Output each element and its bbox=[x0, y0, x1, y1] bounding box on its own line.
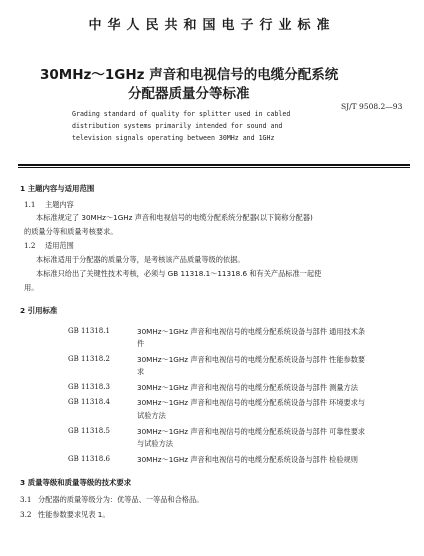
ref-title: 30MHz～1GHz 声音和电视信号的电缆分配系统设备与部件 测量方法 bbox=[137, 383, 358, 392]
ref-title-cont: 件 bbox=[137, 339, 145, 348]
section-2-heading: 2 引用标准 bbox=[20, 306, 58, 315]
ref-code: GB 11318.2 bbox=[68, 355, 110, 363]
clause-1-1-text: 本标准规定了 30MHz～1GHz 声音和电视信号的电缆分配系统分配器(以下简称分配器) bbox=[36, 213, 313, 222]
ref-title: 30MHz～1GHz 声音和电视信号的电缆分配系统设备与部件 检验规则 bbox=[137, 455, 358, 464]
ref-title: 30MHz～1GHz 声音和电视信号的电缆分配系统设备与部件 性能参数要 bbox=[137, 355, 366, 364]
section-3-heading: 3 质量等级和质量等级的技术要求 bbox=[20, 478, 132, 487]
header-divider-thin bbox=[18, 167, 410, 168]
clause-3-2-number: 3.2 bbox=[20, 510, 32, 519]
clause-3-1-number: 3.1 bbox=[20, 495, 32, 504]
ref-title: 30MHz～1GHz 声音和电视信号的电缆分配系统设备与部件 可靠性要求 bbox=[137, 427, 366, 436]
ref-title: 30MHz～1GHz 声音和电视信号的电缆分配系统设备与部件 环境要求与 bbox=[137, 398, 366, 407]
ref-title: 30MHz～1GHz 声音和电视信号的电缆分配系统设备与部件 通用技术条 bbox=[137, 327, 366, 336]
ref-title-cont: 与试验方法 bbox=[137, 439, 173, 448]
english-title-line3: television signals operating between 30MHz and 1GHz bbox=[72, 134, 275, 142]
header-divider bbox=[18, 164, 410, 166]
clause-1-2-number: 1.2 bbox=[24, 241, 36, 250]
ref-title-cont: 试验方法 bbox=[137, 411, 166, 420]
clause-1-2-title: 适用范围 bbox=[45, 241, 74, 250]
english-title-line2: distribution systems primarily intended for sound and bbox=[72, 122, 283, 130]
clause-1-1-title: 主题内容 bbox=[45, 200, 74, 209]
standard-number: SJ/T 9508.2—93 bbox=[341, 102, 403, 111]
clause-1-2-text: 本标准适用于分配器的质量分等，是考核该产品质量等级的依据。 bbox=[36, 255, 245, 264]
standard-header: 中华人民共和国电子行业标准 bbox=[88, 18, 336, 33]
clause-1-1-text-cont: 的质量分等和质量考核要求。 bbox=[24, 227, 118, 236]
clause-3-2-text: 性能参数要求见表 1。 bbox=[38, 510, 110, 519]
clause-3-1-text: 分配器的质量等级分为：优等品、一等品和合格品。 bbox=[38, 495, 204, 504]
ref-code: GB 11318.1 bbox=[68, 327, 110, 335]
ref-code: GB 11318.3 bbox=[68, 383, 110, 391]
section-1-heading: 1 主题内容与适用范围 bbox=[20, 184, 95, 193]
clause-1-2-text-end: 用。 bbox=[24, 283, 39, 292]
clause-1-2-text-cont: 本标准只给出了关键性技术考核，必须与 GB 11318.1～11318.6 和有关产品标准一起使 bbox=[36, 269, 322, 278]
ref-code: GB 11318.4 bbox=[68, 398, 110, 406]
clause-1-1-number: 1.1 bbox=[24, 200, 36, 209]
ref-code: GB 11318.6 bbox=[68, 455, 110, 463]
document-title-line1: 30MHz～1GHz 声音和电视信号的电缆分配系统 bbox=[40, 67, 339, 83]
ref-code: GB 11318.5 bbox=[68, 427, 110, 435]
document-title-line2: 分配器质量分等标准 bbox=[128, 86, 250, 102]
english-title-line1: Grading standard of quality for splitter used in cabled bbox=[72, 110, 291, 118]
ref-title-cont: 求 bbox=[137, 367, 145, 376]
